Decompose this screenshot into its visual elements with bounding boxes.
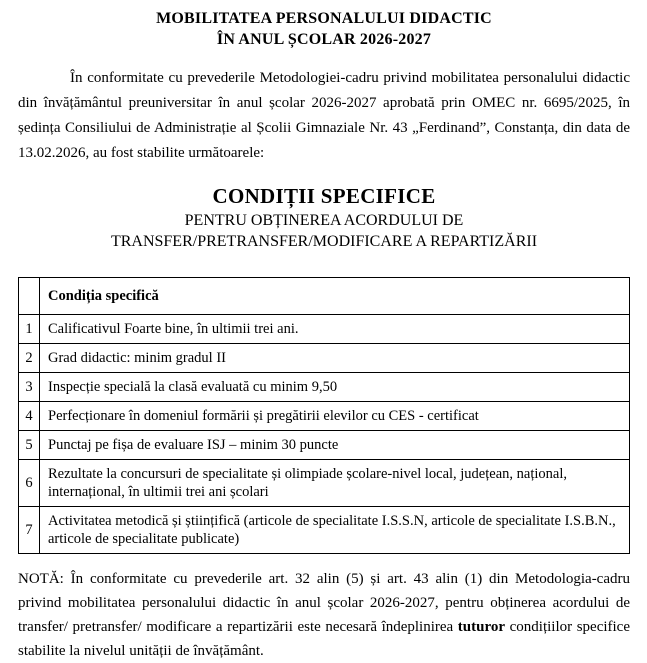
document-title-line1: MOBILITATEA PERSONALULUI DIDACTIC bbox=[156, 10, 492, 27]
intro-paragraph: În conformitate cu prevederile Metodologiei-cadru privind mobilitatea personalului didactic din învățământul preuniversitar în anul școlar 2026-2027 aprobată prin OMEC nr. 6695/2025, în ședința Consiliului de Administrație al Școlii Gimnaziale Nr. 43 „Ferdinand”, Constanța, din data de 13.02.2026, au fost stabilite următoarele: bbox=[18, 70, 630, 161]
table-header-cell: Condiția specifică bbox=[40, 278, 630, 315]
row-number-cell: 5 bbox=[19, 431, 40, 460]
conditions-table bbox=[18, 277, 630, 554]
section-heading bbox=[18, 183, 630, 252]
table-row bbox=[19, 431, 630, 460]
note-bold-word: tuturor bbox=[457, 619, 506, 635]
row-number-cell: 2 bbox=[19, 344, 40, 373]
document-title bbox=[18, 8, 630, 50]
table-row bbox=[19, 373, 630, 402]
row-condition-cell: Perfecționare în domeniul formării și pregătirii elevilor cu CES - certificat bbox=[40, 402, 630, 431]
table-corner-cell bbox=[19, 278, 40, 315]
row-number-cell: 1 bbox=[19, 315, 40, 344]
document-title-line2: ÎN ANUL ȘCOLAR 2026-2027 bbox=[216, 31, 432, 48]
table-row bbox=[19, 507, 630, 554]
section-heading-main: CONDIȚII SPECIFICE bbox=[212, 184, 436, 208]
table-row bbox=[19, 344, 630, 373]
row-condition-cell: Inspecție specială la clasă evaluată cu minim 9,50 bbox=[40, 373, 630, 402]
section-subheading-line2: TRANSFER/PRETRANSFER/MODIFICARE A REPARTIZĂRII bbox=[110, 233, 538, 250]
note-text-after: condițiilor specifice stabilite la nivelul unității de învățământ. bbox=[18, 619, 630, 659]
section-subheading-line1: PENTRU OBȚINEREA ACORDULUI DE bbox=[184, 212, 464, 229]
row-number-cell: 4 bbox=[19, 402, 40, 431]
note-text-before: NOTĂ: În conformitate cu prevederile art. 32 alin (5) și art. 43 alin (1) din Metodologia-cadru privind mobilitatea personalului didactic în anul școlar 2026-2027, pentru obținerea acordului de transfer/ pretransfer/ modificare a repartizării este necesară îndeplinirea bbox=[18, 571, 630, 635]
row-condition-cell: Activitatea metodică și științifică (articole de specialitate I.S.S.N, articole de specialitate I.S.B.N., articole de specialitate publicate) bbox=[40, 507, 630, 554]
table-row bbox=[19, 460, 630, 507]
row-number-cell: 7 bbox=[19, 507, 40, 554]
table-row bbox=[19, 315, 630, 344]
table-header-row bbox=[19, 278, 630, 315]
note-paragraph bbox=[18, 567, 630, 663]
table-row bbox=[19, 402, 630, 431]
row-condition-cell: Rezultate la concursuri de specialitate și olimpiade școlare-nivel local, județean, național, internațional, în ultimii trei ani școlari bbox=[40, 460, 630, 507]
row-condition-cell: Grad didactic: minim gradul II bbox=[40, 344, 630, 373]
row-number-cell: 6 bbox=[19, 460, 40, 507]
row-number-cell: 3 bbox=[19, 373, 40, 402]
row-condition-cell: Calificativul Foarte bine, în ultimii trei ani. bbox=[40, 315, 630, 344]
row-condition-cell: Punctaj pe fișa de evaluare ISJ – minim 30 puncte bbox=[40, 431, 630, 460]
